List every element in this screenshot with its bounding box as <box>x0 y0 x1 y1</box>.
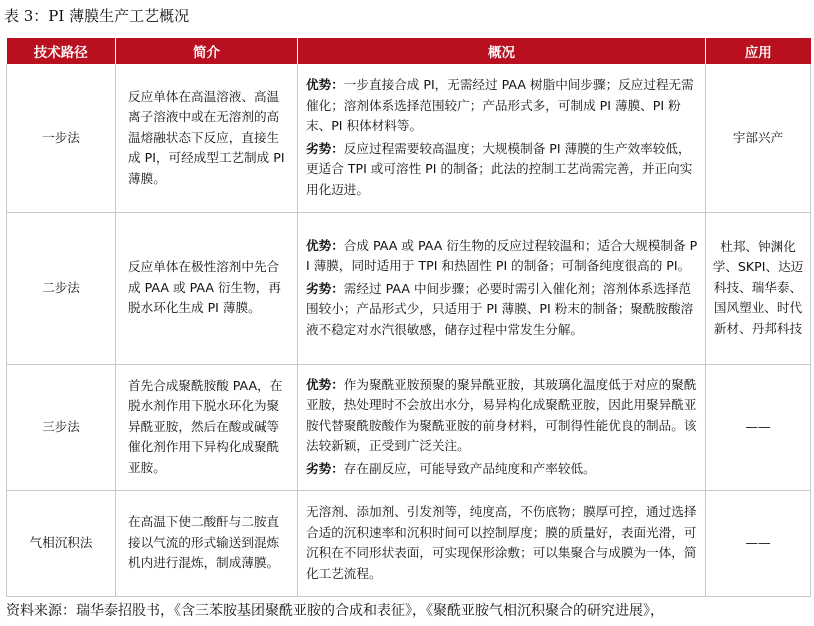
application-text: 宇部兴产 <box>732 129 784 145</box>
table-title: 表 3：PI 薄膜生产工艺概况 <box>4 7 190 25</box>
application-cell <box>706 364 811 490</box>
advantage-label: 优势： <box>306 237 344 253</box>
intro-cell <box>116 490 298 596</box>
intro-cell <box>116 212 298 364</box>
application-text: —— <box>745 534 771 550</box>
route-cell: 一步法 <box>7 64 116 212</box>
source-note: 资料来源：瑞华泰招股书，《含三苯胺基团聚酰亚胺的合成和表征》，《聚酰亚胺气相沉积聚合的研究进展》， <box>6 603 664 619</box>
route-cell: 气相沉积法 <box>7 490 116 596</box>
application-text: —— <box>745 418 771 434</box>
advantage-label: 优势： <box>306 77 344 93</box>
disadvantage-label: 劣势： <box>306 460 344 476</box>
header-row <box>7 38 811 64</box>
intro-text: 反应单体在高温溶液、高温离子溶液中或在无溶剂的高温熔融状态下反应，直接生成 PI，可经成型工艺制成 PI 薄膜。 <box>128 88 285 186</box>
advantage-label: 优势： <box>306 376 344 392</box>
header-overview: 概况 <box>298 38 706 64</box>
overview-cell <box>298 64 706 212</box>
advantage-paragraph <box>306 236 699 277</box>
overview-text: 无溶剂、添加剂、引发剂等，纯度高，不伤底物；膜厚可控，通过选择合适的沉积速率和沉积时间可以控制厚度；膜的质量好，表面光滑，可沉积在不同形状表面，可实现保形涂敷；可以集聚合与成膜为一体，简化工艺流程。 <box>306 504 697 581</box>
disadvantage-label: 劣势： <box>306 140 344 156</box>
application-text: 杜邦、钟渊化学、SKPI、达迈科技、瑞华泰、国风塑业、时代新材、丹邦科技 <box>712 238 804 336</box>
disadvantage-text: 存在副反应，可能导致产品纯度和产率较低。 <box>343 460 596 476</box>
process-table <box>6 38 811 597</box>
table-row <box>7 364 811 490</box>
table-row <box>7 64 811 212</box>
intro-text: 反应单体在极性溶剂中先合成 PAA 或 PAA 衍生物，再脱水环化生成 PI 薄膜。 <box>128 259 281 316</box>
application-cell <box>706 64 811 212</box>
disadvantage-paragraph <box>306 139 699 201</box>
overview-cell <box>298 212 706 364</box>
intro-text: 在高温下使二酸酐与二胺直接以气流的形式输送到混炼机内进行混炼，制成薄膜。 <box>128 514 280 571</box>
application-cell <box>706 212 811 364</box>
header-application: 应用 <box>706 38 811 64</box>
advantage-text: 作为聚酰亚胺预聚的聚异酰亚胺，其玻璃化温度低于对应的聚酰亚胺，热处理时不会放出水分，易异构化成聚酰亚胺，因此用聚异酰亚胺代替聚酰胺酸作为聚酰亚胺的前身材料，可制得性能优良的制品。该法较新颖，正受到广泛关注。 <box>306 376 697 454</box>
route-cell: 二步法 <box>7 212 116 364</box>
header-route: 技术路径 <box>7 38 116 64</box>
route-cell: 三步法 <box>7 364 116 490</box>
disadvantage-paragraph <box>306 279 699 341</box>
table-row <box>7 490 811 596</box>
disadvantage-text: 反应过程需要较高温度；大规模制备 PI 薄膜的生产效率较低，更适合 TPI 或可溶性 PI 的制备；此法的控制工艺尚需完善，并正向实用化迈进。 <box>306 140 693 197</box>
header-intro: 简介 <box>116 38 298 64</box>
overview-cell <box>298 490 706 596</box>
application-cell <box>706 490 811 596</box>
disadvantage-paragraph <box>306 459 699 480</box>
intro-cell <box>116 364 298 490</box>
disadvantage-text: 需经过 PAA 中间步骤；必要时需引入催化剂；溶剂体系选择范围较小；产品形式少，只适用于 PI 薄膜、PI 粉末的制备；聚酰胺酸溶液不稳定对水汽很敏感，储存过程中常发生分解。 <box>306 280 694 337</box>
advantage-text: 合成 PAA 或 PAA 衍生物的反应过程较温和；适合大规模制备 PI 薄膜，同时适用于 TPI 和热固性 PI 的制备；可制备纯度很高的 PI。 <box>306 237 698 274</box>
overview-cell <box>298 364 706 490</box>
advantage-paragraph <box>306 375 699 457</box>
intro-text: 首先合成聚酰胺酸 PAA，在脱水剂作用下脱水环化为聚异酰亚胺，然后在酸或碱等催化剂作用下异构化成聚酰亚胺。 <box>128 377 283 475</box>
disadvantage-label: 劣势： <box>306 280 344 296</box>
table-row <box>7 212 811 364</box>
advantage-paragraph <box>306 75 699 137</box>
advantage-text: 一步直接合成 PI，无需经过 PAA 树脂中间步骤；反应过程无需催化；溶剂体系选择范围较广；产品形式多，可制成 PI 薄膜、PI 粉末、PI 积体材料等。 <box>306 77 694 134</box>
intro-cell <box>116 64 298 212</box>
